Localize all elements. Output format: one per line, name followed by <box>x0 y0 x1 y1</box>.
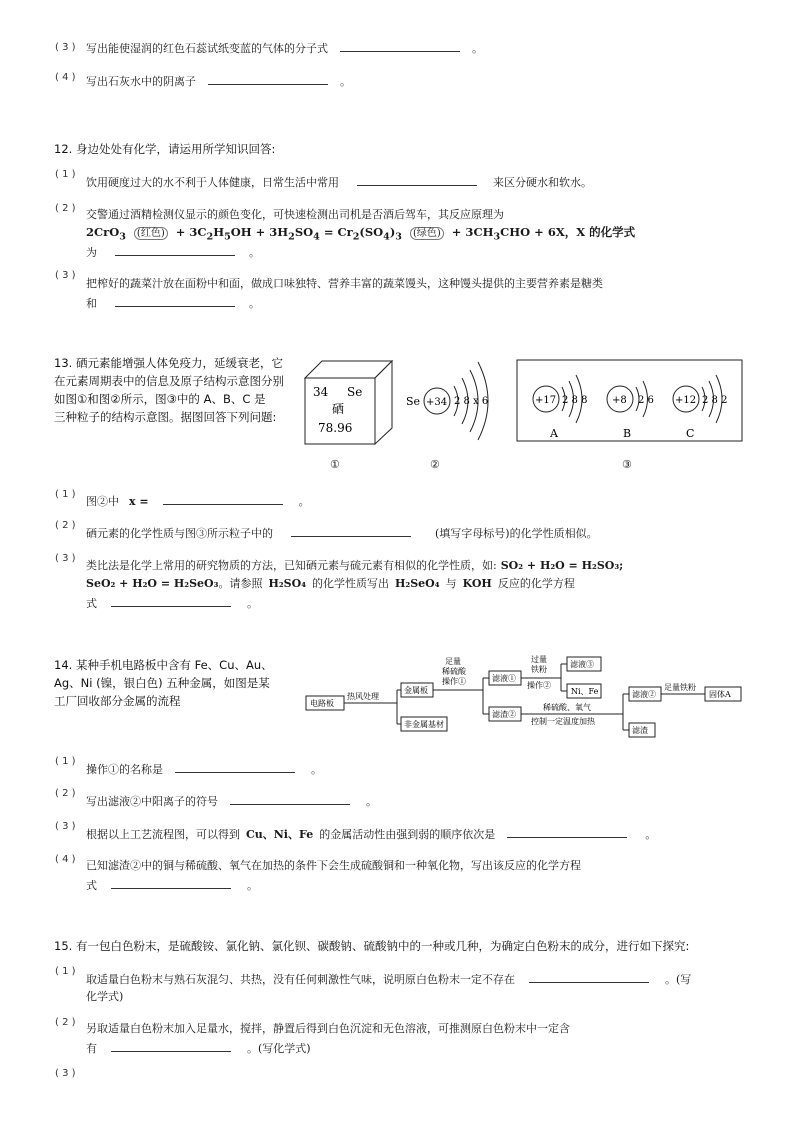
item-number: ( 3 ) <box>55 1068 76 1079</box>
svg-text:滤渣: 滤渣 <box>632 726 648 735</box>
question-text: 有 。(写化学式) <box>86 1039 311 1057</box>
figure-label: ① <box>330 458 340 471</box>
svg-text:非金属基材: 非金属基材 <box>404 720 444 729</box>
element-symbol: Se <box>347 385 363 399</box>
answer-blank[interactable] <box>163 492 283 505</box>
svg-text:A: A <box>550 427 558 440</box>
figure-label: ② <box>430 458 440 471</box>
question-text: 为 。 <box>86 243 260 261</box>
question-title: 14. 某种手机电路板中含有 Fe、Cu、Au、 Ag、Ni (镍，银白色) 五种金属，如图是某 工厂回收部分金属的流程 <box>54 658 273 708</box>
svg-text:滤渣②: 滤渣② <box>492 710 516 719</box>
question-text: 根据以上工艺流程图，可以得到 Cu、Ni、Fe 的金属活动性由强到弱的顺序依次是 。 <box>86 825 656 843</box>
answer-blank[interactable] <box>340 39 460 52</box>
answer-blank[interactable] <box>230 792 350 805</box>
answer-blank[interactable] <box>111 594 231 607</box>
item-number: ( 2 ) <box>55 203 76 214</box>
item-number: ( 1 ) <box>55 489 76 500</box>
svg-text:控制一定温度加热: 控制一定温度加热 <box>531 717 595 726</box>
atomic-number: 34 <box>313 385 329 399</box>
svg-text:稀硫酸: 稀硫酸 <box>442 667 466 676</box>
svg-text:操作②: 操作② <box>527 681 551 690</box>
item-number: ( 1 ) <box>55 966 76 977</box>
answer-blank[interactable] <box>111 876 231 889</box>
item-number: ( 1 ) <box>55 169 76 180</box>
svg-text:+8: +8 <box>612 395 627 406</box>
item-number: ( 2 ) <box>55 788 76 799</box>
question-title: 12. 身边处处有化学，请运用所学知识回答: <box>54 142 276 156</box>
item-number: ( 2 ) <box>55 1017 76 1028</box>
svg-text:电路板: 电路板 <box>310 699 334 708</box>
svg-text:铁粉: 铁粉 <box>531 665 547 674</box>
question-text: 取适量白色粉末与熟石灰混匀、共热，没有任何刺激性气味，说明原白色粉末一定不存在 。(写 <box>86 970 691 988</box>
svg-text:+12: +12 <box>675 395 697 406</box>
particle-diagrams <box>516 359 744 443</box>
question-text: 写出滤液②中阳离子的符号 。 <box>86 792 377 810</box>
svg-text:足量: 足量 <box>445 657 461 666</box>
svg-text:操作①: 操作① <box>442 677 466 686</box>
answer-blank[interactable] <box>357 173 477 186</box>
question-text: 式 。 <box>86 876 258 894</box>
question-text: 化学式) <box>86 990 124 1003</box>
svg-text:金属板: 金属板 <box>404 686 428 695</box>
svg-text:滤液③: 滤液③ <box>570 660 594 669</box>
svg-text:2 8 2: 2 8 2 <box>702 395 728 406</box>
question-text: 饮用硬度过大的水不利于人体健康，日常生活中常用 来区分硬水和软水。 <box>86 173 592 191</box>
svg-text:Ni、Fe: Ni、Fe <box>571 687 599 696</box>
color-note: (红色) <box>134 227 168 240</box>
answer-blank[interactable] <box>291 524 411 537</box>
svg-text:Se: Se <box>406 395 421 408</box>
figure-label: ③ <box>622 458 632 471</box>
svg-text:固体A: 固体A <box>709 690 731 699</box>
svg-text:2 8 x 6: 2 8 x 6 <box>454 396 489 407</box>
item-number: ( 3 ) <box>55 821 76 832</box>
svg-text:滤液②: 滤液② <box>632 690 656 699</box>
item-number: ( 3 ) <box>55 553 76 564</box>
item-number: ( 3 ) <box>55 42 76 53</box>
svg-text:+17: +17 <box>535 395 557 406</box>
svg-text:热风处理: 热风处理 <box>347 692 379 701</box>
question-text: 另取适量白色粉末加入足量水，搅拌，静置后得到白色沉淀和无色溶液，可推测原白色粉末中一定含 <box>86 1022 570 1035</box>
answer-blank[interactable] <box>529 970 649 983</box>
question-text: 把榨好的蔬菜汁放在面粉中和面，做成口味独特、营养丰富的蔬菜馒头，这种馒头提供的主要营养素是糖类 <box>86 277 603 290</box>
question-text: 交警通过酒精检测仪显示的颜色变化，可快速检测出司机是否酒后驾车，其反应原理为 <box>86 208 504 221</box>
svg-text:C: C <box>686 427 695 440</box>
item-number: ( 4 ) <box>55 854 76 865</box>
question-text: 操作①的名称是 。 <box>86 760 322 778</box>
svg-text:2 8 8: 2 8 8 <box>562 395 588 406</box>
item-number: ( 3 ) <box>55 270 76 281</box>
question-text: 式 。 <box>86 594 258 612</box>
item-number: ( 4 ) <box>55 72 76 83</box>
answer-blank[interactable] <box>111 1039 231 1052</box>
svg-text:足量铁粉: 足量铁粉 <box>664 683 696 692</box>
atomic-mass: 78.96 <box>318 421 353 435</box>
svg-text:+34: +34 <box>426 397 448 408</box>
question-text: 写出石灰水中的阴离子 。 <box>86 72 351 90</box>
recycling-flowchart <box>305 650 745 742</box>
periodic-table-cell <box>300 356 400 446</box>
svg-text:2 6: 2 6 <box>638 395 654 406</box>
answer-blank[interactable] <box>507 825 627 838</box>
svg-text:B: B <box>623 427 632 440</box>
answer-blank[interactable] <box>208 72 328 85</box>
element-name: 硒 <box>332 402 345 416</box>
item-number: ( 1 ) <box>55 756 76 767</box>
question-text: SeO₂ + H₂O = H₂SeO₃。请参照 H₂SO₄ 的化学性质写出 H₂SeO₄ 与 KOH 反应的化学方程 <box>86 577 575 590</box>
question-text: 类比法是化学上常用的研究物质的方法，已知硒元素与硫元素有相似的化学性质，如: SO₂ + H₂O = H₂SO₃; <box>86 559 624 572</box>
question-text: 图②中 x = 。 <box>86 492 310 510</box>
question-text: 写出能使湿润的红色石蕊试纸变蓝的气体的分子式 。 <box>86 39 483 57</box>
chemical-equation: 2CrO$_3$ (红色) + $3C_2H_5OH + 3H_2SO_4 = Cr_2(SO_4)_3$ (绿色) + $3CH_3CHO + 6X$，X 的化学式 <box>86 225 636 243</box>
svg-text:稀硫酸、氧气: 稀硫酸、氧气 <box>543 703 591 712</box>
item-number: ( 2 ) <box>55 520 76 531</box>
color-note: (绿色) <box>410 227 444 240</box>
svg-text:过量: 过量 <box>531 655 547 664</box>
svg-text:滤液①: 滤液① <box>492 674 516 683</box>
answer-blank[interactable] <box>115 294 235 307</box>
answer-blank[interactable] <box>175 760 295 773</box>
question-text: 和 。 <box>86 294 260 312</box>
question-title: 13. 硒元素能增强人体免疫力，延缓衰老，它 在元素周期表中的信息及原子结构示意图分别 如图①和图②所示，图③中的 A、B、C 是 三种粒子的结构示意图。据图回答下列问题: <box>54 356 284 424</box>
se-atom-diagram <box>402 356 502 446</box>
question-title: 15. 有一包白色粉末，是硫酸铵、氯化钠、氯化钡、碳酸钠、硫酸钠中的一种或几种，为确定白色粉末的成分，进行如下探究: <box>54 939 690 953</box>
question-text: 硒元素的化学性质与图③所示粒子中的 (填写字母标号)的化学性质相似。 <box>86 524 598 542</box>
answer-blank[interactable] <box>115 243 235 256</box>
question-text: 已知滤渣②中的铜与稀硫酸、氧气在加热的条件下会生成硫酸铜和一种氧化物，写出该反应的化学方程 <box>86 859 581 872</box>
